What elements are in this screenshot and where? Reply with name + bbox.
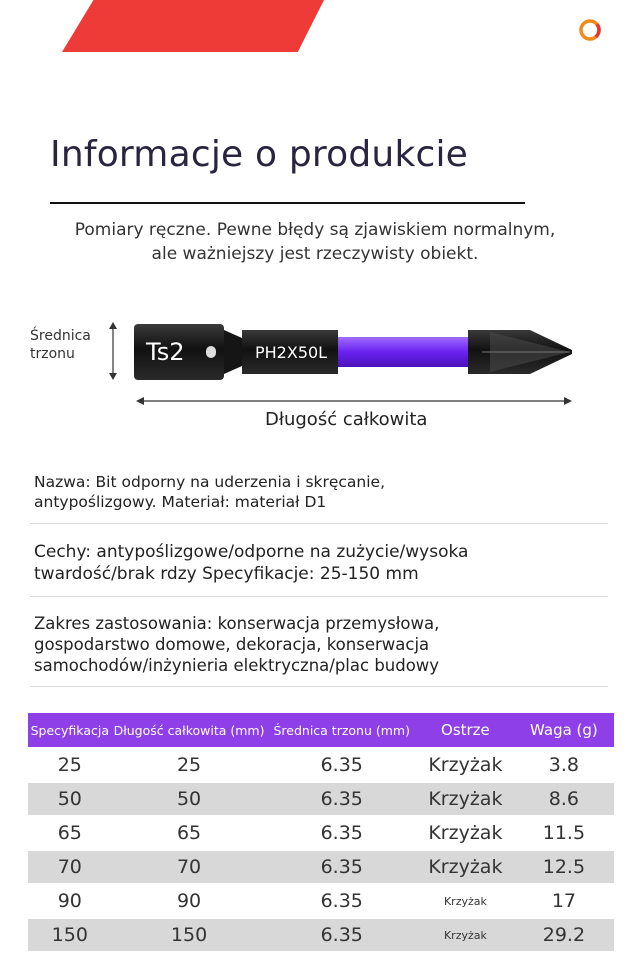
bit-code-text: PH2X50L [255,343,328,362]
hex-marker [206,346,216,358]
usage-line3: samochodów/inżynieria elektryczna/plac budowy [34,656,440,675]
cell-spec: 50 [28,783,112,815]
features-line2: twardość/brak rdzy Specyfikacje: 25-150 mm [34,564,419,584]
cell-weight: 17 [514,885,614,917]
cell-weight: 29.2 [514,919,614,951]
cell-length: 65 [112,817,267,849]
col-header-length: Długość całkowita (mm) [112,713,267,747]
cell-spec: 150 [28,919,112,951]
length-label: Długość całkowita [265,409,428,430]
cell-weight: 3.8 [514,749,614,781]
cell-blade: Krzyżak [417,783,514,815]
cell-weight: 8.6 [514,783,614,815]
name-section [34,472,385,512]
col-header-weight: Waga (g) [514,713,614,747]
cell-length: 70 [112,851,267,883]
cell-spec: 65 [28,817,112,849]
table-row [28,783,614,815]
col-header-spec: Specyfikacja [28,713,112,747]
cell-length: 25 [112,749,267,781]
cell-diameter: 6.35 [266,885,417,917]
top-banner [62,0,324,52]
screwdriver-bit-image [130,320,578,382]
bit-brand-text: Ts2 [146,338,185,366]
table-header-row [28,713,614,747]
name-line1: Nazwa: Bit odporny na uderzenia i skręcanie, [34,473,386,491]
cell-length: 90 [112,885,267,917]
length-arrow-icon [136,395,572,407]
shank-label-line2: trzonu [30,346,75,362]
divider [30,596,608,597]
brand-logo-icon [579,19,601,41]
cell-length: 150 [112,919,267,951]
features-section [34,541,468,585]
cell-blade: Krzyżak [417,885,514,917]
cell-spec: 90 [28,885,112,917]
divider [30,686,608,687]
usage-line2: gospodarstwo domowe, dekoracja, konserwacja [34,635,430,654]
cell-length: 50 [112,783,267,815]
shank-label-line1: Średnica [30,328,91,344]
title-divider [50,202,525,204]
cell-diameter: 6.35 [266,783,417,815]
table-row [28,885,614,917]
cell-spec: 25 [28,749,112,781]
cell-diameter: 6.35 [266,851,417,883]
name-line2: antypoślizgowy. Materiał: materiał D1 [34,493,327,511]
table-row [28,749,614,781]
table-row [28,817,614,849]
cell-diameter: 6.35 [266,919,417,951]
cell-diameter: 6.35 [266,749,417,781]
page-title: Informacje o produkcie [50,134,469,175]
usage-line1: Zakres zastosowania: konserwacja przemysłowa, [34,614,440,633]
spec-table [28,711,614,953]
cell-weight: 11.5 [514,817,614,849]
cell-blade: Krzyżak [417,851,514,883]
features-line1: Cechy: antypoślizgowe/odporne na zużycie/wysoka [34,542,469,562]
measurement-note: Pomiary ręczne. Pewne błędy są zjawiskiem normalnym, ale ważniejszy jest rzeczywisty obiekt. [74,220,556,264]
cell-blade: Krzyżak [417,919,514,951]
cell-weight: 12.5 [514,851,614,883]
col-header-diameter: Średnica trzonu (mm) [266,713,417,747]
diameter-arrow-icon [106,322,120,380]
cell-blade: Krzyżak [417,749,514,781]
cell-spec: 70 [28,851,112,883]
cell-blade: Krzyżak [417,817,514,849]
shank-diameter-label [30,327,91,363]
cell-diameter: 6.35 [266,817,417,849]
col-header-blade: Ostrze [417,713,514,747]
usage-section [34,613,439,676]
table-row [28,851,614,883]
table-row [28,919,614,951]
divider [30,523,608,524]
